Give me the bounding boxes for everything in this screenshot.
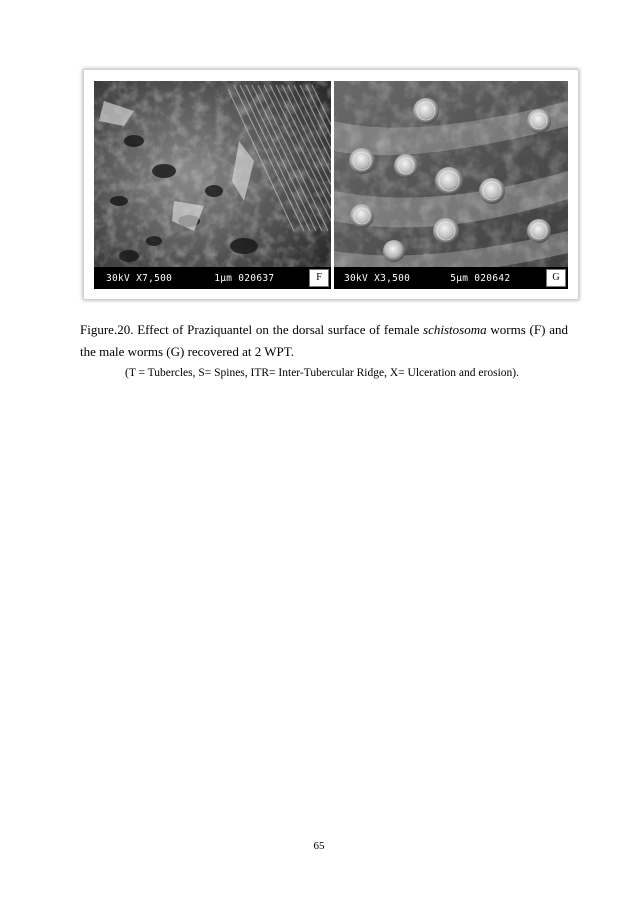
figure-caption bbox=[80, 319, 568, 363]
sem-voltage: 30kV bbox=[344, 272, 369, 284]
caption-text-start: Figure.20. Effect of Praziquantel on the dorsal surface of female bbox=[80, 322, 424, 337]
sem-texture-g bbox=[334, 81, 568, 289]
sem-negative-number: 020642 bbox=[474, 272, 511, 284]
sem-image-g bbox=[334, 81, 568, 289]
panel-label-f: F bbox=[309, 269, 329, 287]
figure-frame bbox=[83, 69, 579, 300]
sem-magnification: X7,500 bbox=[136, 272, 173, 284]
sem-voltage: 30kV bbox=[106, 272, 131, 284]
panel-label-g: G bbox=[546, 269, 566, 287]
sem-negative-number: 020637 bbox=[238, 272, 275, 284]
sem-info-bar-g bbox=[334, 267, 568, 289]
abbreviation-legend: (T = Tubercles, S= Spines, ITR= Inter-Tubercular Ridge, X= Ulceration and erosion). bbox=[125, 367, 519, 379]
sem-magnification: X3,500 bbox=[374, 272, 411, 284]
caption-text-end: worms (F) and the male worms (G) recovered at 2 WPT. bbox=[80, 322, 569, 359]
sem-info-bar-f bbox=[94, 267, 331, 289]
page-number: 65 bbox=[313, 840, 325, 852]
sem-image-f bbox=[94, 81, 331, 289]
sem-scale: 1μm bbox=[214, 272, 233, 284]
sem-texture-f bbox=[94, 81, 331, 289]
sem-scale: 5μm bbox=[450, 272, 469, 284]
caption-italic-term: schistosoma bbox=[423, 322, 487, 337]
